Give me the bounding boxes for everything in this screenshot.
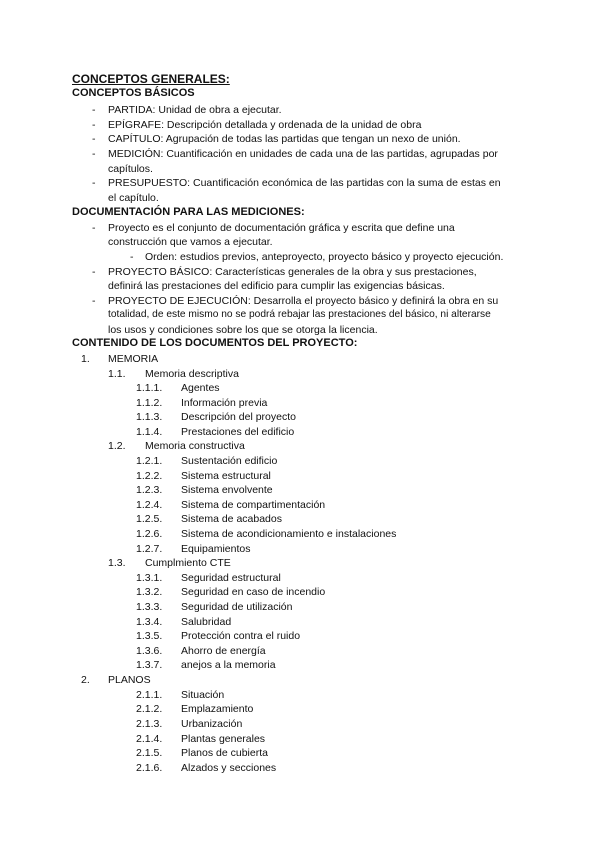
outline-number: 2.1.6. [136, 762, 163, 774]
outline-text: anejos a la memoria [181, 659, 276, 671]
outline-text: Información previa [181, 397, 268, 409]
outline-number: 1.3.1. [136, 572, 163, 584]
outline-text: Salubridad [181, 616, 232, 628]
list-item: PROYECTO DE EJECUCIÓN: Desarrolla el proyecto básico y definirá la obra en su [108, 295, 499, 307]
outline-text: Planos de cubierta [181, 747, 268, 759]
outline-text: Plantas generales [181, 733, 266, 745]
bullet-dash: - [92, 222, 96, 234]
outline-number: 2. [81, 674, 90, 686]
section-heading-documentacion: DOCUMENTACIÓN PARA LAS MEDICIONES: [72, 206, 305, 218]
bullet-dash: - [92, 266, 96, 278]
outline-number: 1.1. [108, 368, 126, 380]
outline-number: 1.2.6. [136, 528, 163, 540]
outline-number: 1.1.2. [136, 397, 163, 409]
outline-number: 2.1.2. [136, 703, 163, 715]
outline-text: Seguridad estructural [181, 572, 281, 584]
list-item-continuation: capítulos. [108, 163, 153, 175]
outline-number: 1.3.2. [136, 586, 163, 598]
outline-number: 2.1.5. [136, 747, 163, 759]
outline-number: 1.2.3. [136, 484, 163, 496]
section-heading-contenido: CONTENIDO DE LOS DOCUMENTOS DEL PROYECTO: [72, 337, 358, 349]
list-item: MEDICIÓN: Cuantificación en unidades de cada una de las partidas, agrupadas por [108, 148, 498, 160]
outline-text: Agentes [181, 382, 220, 394]
list-item: CAPÍTULO: Agrupación de todas las partidas que tengan un nexo de unión. [108, 133, 461, 145]
bullet-dash: - [92, 119, 96, 131]
outline-text: Descripción del proyecto [181, 411, 296, 423]
outline-number: 1.2.7. [136, 543, 163, 555]
outline-text: Cumplmiento CTE [145, 557, 231, 569]
outline-text: Memoria constructiva [145, 440, 245, 452]
list-item-continuation: los usos y condiciones sobre los que se otorga la licencia. [108, 324, 378, 336]
list-item-continuation: totalidad, de este mismo no se podrá rebajar las prestaciones del básico, ni alterarse [108, 309, 491, 320]
outline-number: 2.1.3. [136, 718, 163, 730]
list-item: PARTIDA: Unidad de obra a ejecutar. [108, 104, 282, 116]
outline-text: Protección contra el ruido [181, 630, 301, 642]
outline-number: 1.3.3. [136, 601, 163, 613]
bullet-dash: - [130, 251, 134, 263]
outline-text: Situación [181, 689, 225, 701]
outline-text: Seguridad de utilización [181, 601, 293, 613]
outline-text: Memoria descriptiva [145, 368, 239, 380]
outline-number: 1.3.7. [136, 659, 163, 671]
outline-text: Sistema de acabados [181, 513, 282, 525]
outline-number: 1.1.3. [136, 411, 163, 423]
section-heading-conceptos-basicos: CONCEPTOS BÁSICOS [72, 87, 195, 99]
list-item: PRESUPUESTO: Cuantificación económica de las partidas con la suma de estas en [108, 177, 501, 189]
outline-number: 1.1.4. [136, 426, 163, 438]
bullet-dash: - [92, 148, 96, 160]
outline-number: 2.1.4. [136, 733, 163, 745]
outline-text: Seguridad en caso de incendio [181, 586, 326, 598]
outline-number: 1.2.5. [136, 513, 163, 525]
outline-text: Sistema envolvente [181, 484, 273, 496]
outline-number: 1.1.1. [136, 382, 163, 394]
list-item: PROYECTO BÁSICO: Características generales de la obra y sus prestaciones, [108, 266, 477, 278]
outline-text: PLANOS [108, 674, 151, 686]
list-item-continuation: construcción que vamos a ejecutar. [108, 236, 273, 248]
outline-number: 2.1.1. [136, 689, 163, 701]
outline-text: Sistema de acondicionamiento e instalaciones [181, 528, 397, 540]
outline-number: 1.3.5. [136, 630, 163, 642]
outline-text: Sistema de compartimentación [181, 499, 326, 511]
outline-number: 1.3.4. [136, 616, 163, 628]
outline-text: Sistema estructural [181, 470, 271, 482]
bullet-dash: - [92, 133, 96, 145]
outline-text: Emplazamiento [181, 703, 254, 715]
page-title: CONCEPTOS GENERALES: [72, 72, 230, 86]
bullet-dash: - [92, 295, 96, 307]
outline-text: Prestaciones del edificio [181, 426, 295, 438]
outline-number: 1.2.2. [136, 470, 163, 482]
outline-number: 1.2.4. [136, 499, 163, 511]
outline-number: 1.3. [108, 557, 126, 569]
bullet-dash: - [92, 104, 96, 116]
outline-text: Alzados y secciones [181, 762, 277, 774]
list-item-continuation: el capítulo. [108, 192, 159, 204]
outline-text: Urbanización [181, 718, 243, 730]
outline-number: 1.3.6. [136, 645, 163, 657]
sub-list-item: Orden: estudios previos, anteproyecto, proyecto básico y proyecto ejecución. [145, 251, 504, 263]
outline-text: Ahorro de energía [181, 645, 266, 657]
outline-number: 1.2. [108, 440, 126, 452]
list-item: Proyecto es el conjunto de documentación gráfica y escrita que define una [108, 222, 455, 234]
outline-number: 1. [81, 353, 90, 365]
outline-text: MEMORIA [108, 353, 159, 365]
outline-number: 1.2.1. [136, 455, 163, 467]
outline-text: Sustentación edificio [181, 455, 278, 467]
list-item: EPÍGRAFE: Descripción detallada y ordenada de la unidad de obra [108, 119, 422, 131]
bullet-dash: - [92, 177, 96, 189]
list-item-continuation: definirá las prestaciones del edificio para cumplir las exigencias básicas. [108, 280, 445, 292]
outline-text: Equipamientos [181, 543, 251, 555]
